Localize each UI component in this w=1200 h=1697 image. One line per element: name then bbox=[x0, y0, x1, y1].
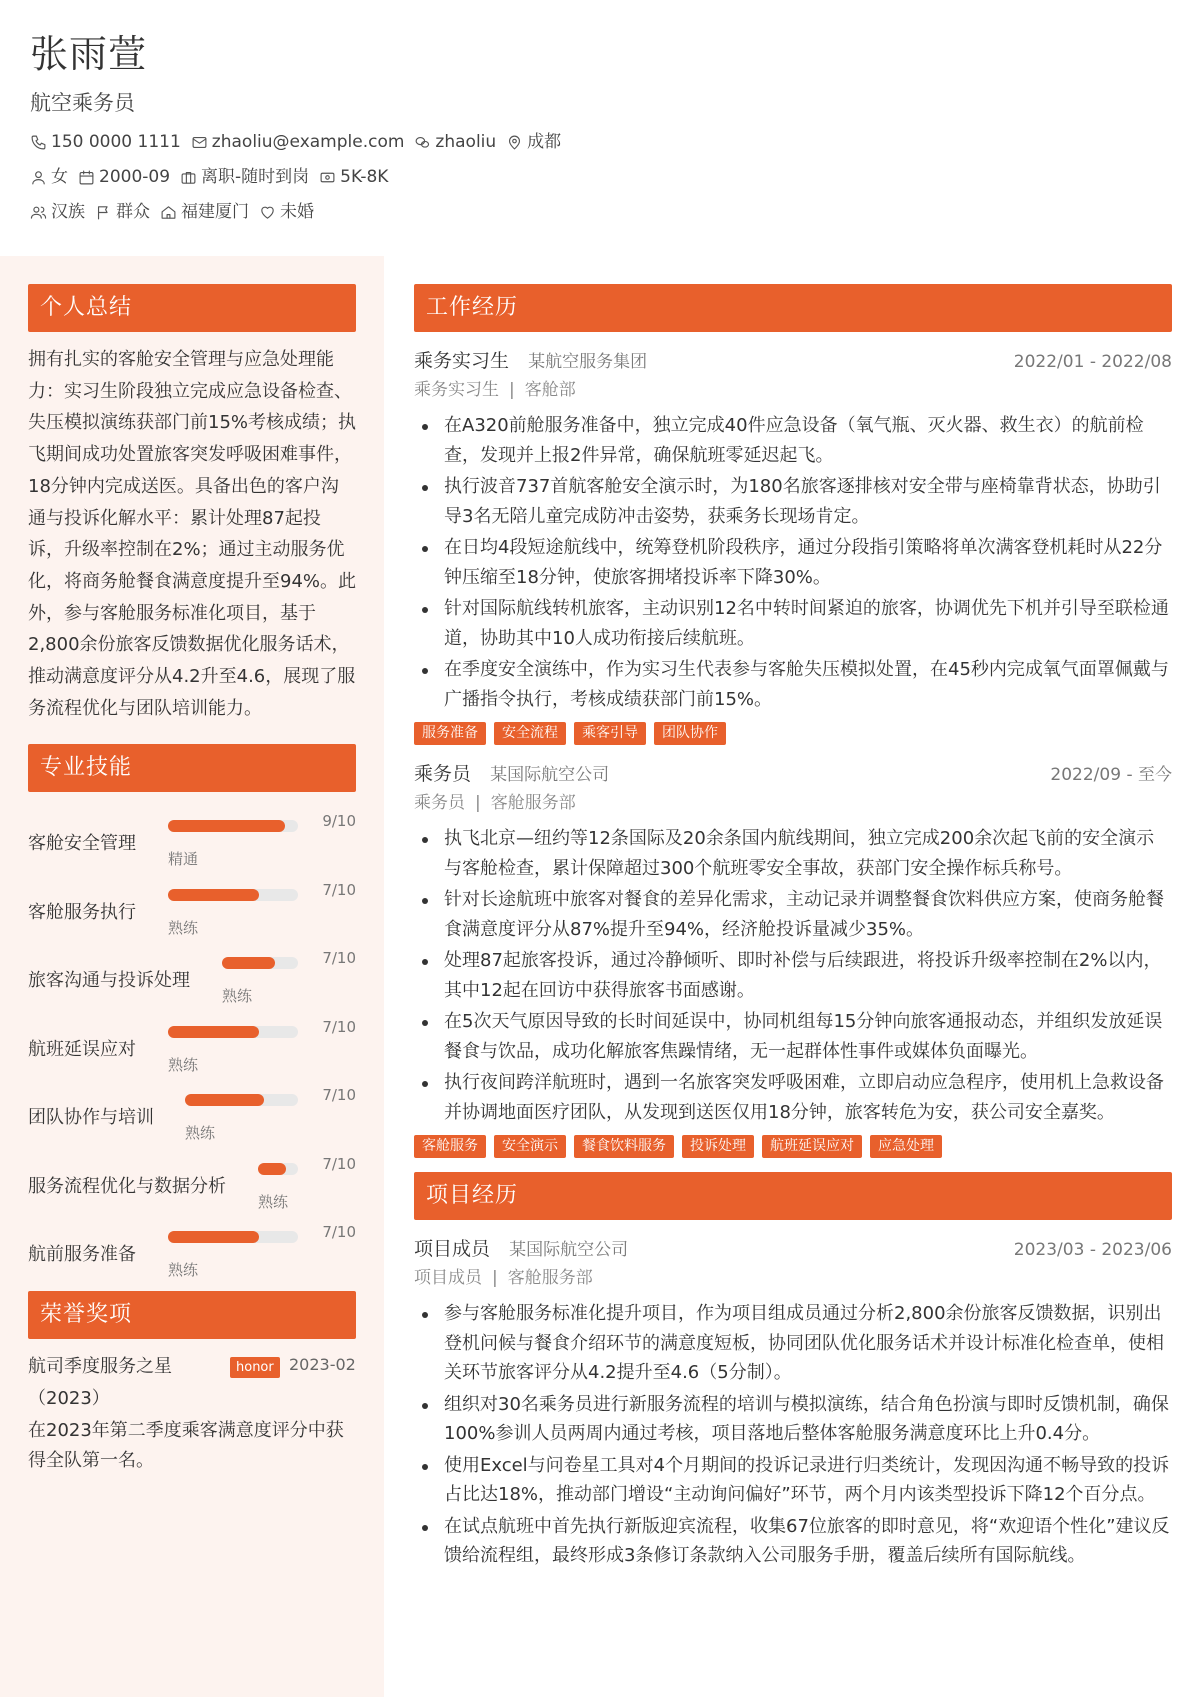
skill-item bbox=[28, 1076, 356, 1145]
marital-text: 未婚 bbox=[280, 202, 314, 222]
job-tags bbox=[414, 722, 1172, 745]
ethnicity-text: 汉族 bbox=[51, 202, 85, 222]
birth-text: 2000-09 bbox=[99, 167, 171, 187]
skill-tag: 服务准备 bbox=[414, 722, 486, 745]
city-text: 成都 bbox=[527, 132, 562, 152]
contact-row bbox=[30, 130, 1170, 154]
job-position: 乘务员 bbox=[414, 763, 472, 785]
resume-header bbox=[0, 0, 1200, 256]
phone-text: 150 0000 1111 bbox=[51, 132, 181, 152]
skill-tag: 安全流程 bbox=[494, 722, 566, 745]
candidate-name: 张雨萱 bbox=[30, 32, 148, 76]
skill-tag: 航班延误应对 bbox=[762, 1135, 862, 1158]
skill-tag: 团队协作 bbox=[654, 722, 726, 745]
salary-text: 5K-8K bbox=[340, 167, 389, 187]
sidebar bbox=[0, 256, 384, 1697]
skill-item bbox=[28, 1008, 356, 1077]
work-heading: 工作经历 bbox=[414, 284, 1172, 332]
background-row bbox=[30, 200, 1170, 224]
job-role: 乘务实习生 bbox=[414, 380, 499, 400]
skill-fill bbox=[168, 1231, 259, 1243]
skill-level: 熟练 bbox=[168, 1055, 199, 1074]
skill-score: 7/10 bbox=[322, 949, 356, 968]
skill-track bbox=[222, 957, 298, 969]
honors-heading: 荣誉奖项 bbox=[28, 1291, 356, 1339]
project-entry bbox=[414, 1234, 1172, 1571]
money-icon bbox=[319, 169, 336, 186]
skill-track bbox=[168, 820, 298, 832]
project-header bbox=[414, 1234, 1172, 1262]
separator: | bbox=[509, 380, 515, 400]
skill-tag: 安全演示 bbox=[494, 1135, 566, 1158]
skill-score: 7/10 bbox=[322, 880, 356, 899]
wechat-icon bbox=[414, 134, 431, 151]
job-tags bbox=[414, 1135, 1172, 1158]
hometown-text: 福建厦门 bbox=[181, 202, 249, 222]
skill-name: 航班延误应对 bbox=[28, 1038, 136, 1060]
email-text: zhaoliu@example.com bbox=[211, 132, 405, 152]
briefcase-icon bbox=[180, 169, 197, 186]
skill-score: 7/10 bbox=[322, 1154, 356, 1173]
skill-tag: 应急处理 bbox=[870, 1135, 942, 1158]
skill-level: 熟练 bbox=[168, 918, 199, 937]
bullet-item: 在5次天气原因导致的长时间延误中，协同机组每15分钟向旅客通报动态，并组织发放延误餐食与饮品，成功化解旅客焦躁情绪，无一起群体性事件或媒体负面曝光。 bbox=[414, 1007, 1172, 1066]
honor-item bbox=[28, 1351, 356, 1415]
gender-item bbox=[30, 165, 68, 189]
main-content bbox=[414, 256, 1172, 1573]
skill-track bbox=[168, 889, 298, 901]
skill-fill bbox=[185, 1094, 264, 1106]
bullet-item: 针对国际航线转机旅客，主动识别12名中转时间紧迫的旅客，协调优先下机并引导至联检通道，协助其中10人成功衔接后续航班。 bbox=[414, 594, 1172, 653]
job-header bbox=[414, 346, 1172, 374]
skill-score: 7/10 bbox=[322, 1017, 356, 1036]
city-item bbox=[506, 130, 561, 154]
hometown-item bbox=[160, 200, 249, 224]
marital-item bbox=[259, 200, 314, 224]
skill-item bbox=[28, 871, 356, 940]
bullet-item: 在日均4段短途航线中，统筹登机阶段秩序，通过分段指引策略将单次满客登机耗时从22分钟压缩至18分钟，使旅客拥堵投诉率下降30%。 bbox=[414, 533, 1172, 592]
skills-heading: 专业技能 bbox=[28, 744, 356, 792]
skill-track bbox=[185, 1094, 298, 1106]
skill-fill bbox=[222, 957, 275, 969]
job-subline bbox=[414, 790, 1172, 816]
flag-icon bbox=[95, 204, 112, 221]
skill-item bbox=[28, 802, 356, 871]
skill-level: 熟练 bbox=[222, 987, 253, 1006]
skill-fill bbox=[168, 1026, 259, 1038]
skill-score: 9/10 bbox=[322, 812, 356, 831]
honor-date: 2023-02 bbox=[289, 1354, 356, 1374]
skill-tag: 餐食饮料服务 bbox=[574, 1135, 674, 1158]
honor-name: 航司季度服务之星（2023） bbox=[28, 1355, 172, 1409]
project-company: 某国际航空公司 bbox=[509, 1240, 629, 1260]
project-position: 项目成员 bbox=[414, 1238, 491, 1260]
bullet-item: 在季度安全演练中，作为实习生代表参与客舱失压模拟处置，在45秒内完成氧气面罩佩戴与广播指令执行，考核成绩获部门前15%。 bbox=[414, 655, 1172, 714]
bullet-item: 组织对30名乘务员进行新服务流程的培训与模拟演练，结合角色扮演与即时反馈机制，确保100%参训人员两周内通过考核，项目落地后整体客舱服务满意度环比上升0.4分。 bbox=[414, 1390, 1172, 1449]
bullet-item: 执飞北京—纽约等12条国际及20余条国内航线期间，独立完成200余次起飞前的安全演示与客舱检查，累计保障超过300个航班零安全事故，获部门安全操作标兵称号。 bbox=[414, 824, 1172, 883]
location-pin-icon bbox=[506, 134, 523, 151]
bullet-item: 参与客舱服务标准化提升项目，作为项目组成员通过分析2,800余份旅客反馈数据，识别出登机问候与餐食介绍环节的满意度短板，协同团队优化服务话术并设计标准化检查单，使相关环节旅客评分从4.2提升至4.6（5分制）。 bbox=[414, 1299, 1172, 1388]
bullet-item: 在A320前舱服务准备中，独立完成40件应急设备（氧气瓶、灭火器、救生衣）的航前检查，发现并上报2件异常，确保航班零延迟起飞。 bbox=[414, 411, 1172, 470]
separator: | bbox=[492, 1268, 498, 1288]
skill-track bbox=[258, 1163, 298, 1175]
skill-name: 团队协作与培训 bbox=[28, 1107, 154, 1129]
people-icon bbox=[30, 204, 47, 221]
phone-icon bbox=[30, 134, 47, 151]
skill-track bbox=[168, 1026, 298, 1038]
skill-score: 7/10 bbox=[322, 1223, 356, 1242]
heart-icon bbox=[259, 204, 276, 221]
project-bullets bbox=[414, 1299, 1172, 1571]
skill-level: 精通 bbox=[168, 850, 199, 869]
skill-level: 熟练 bbox=[185, 1124, 216, 1143]
job-subline bbox=[414, 377, 1172, 403]
job-bullets bbox=[414, 824, 1172, 1127]
projects-heading: 项目经历 bbox=[414, 1172, 1172, 1220]
separator: | bbox=[475, 793, 481, 813]
ethnicity-item bbox=[30, 200, 85, 224]
person-icon bbox=[30, 169, 47, 186]
job-entry bbox=[414, 346, 1172, 745]
job-role: 乘务员 bbox=[414, 793, 465, 813]
job-header bbox=[414, 759, 1172, 787]
bullet-item: 执行波音737首航客舱安全演示时，为180名旅客逐排核对安全带与座椅靠背状态，协助引导3名无陪儿童完成防冲击姿势，获乘务长现场肯定。 bbox=[414, 472, 1172, 531]
mail-icon bbox=[191, 134, 208, 151]
project-role: 项目成员 bbox=[414, 1268, 482, 1288]
status-text: 离职-随时到岗 bbox=[201, 167, 310, 187]
politics-text: 群众 bbox=[116, 202, 150, 222]
job-company: 某国际航空公司 bbox=[490, 765, 610, 785]
skill-name: 客舱安全管理 bbox=[28, 833, 136, 855]
home-icon bbox=[160, 204, 177, 221]
birth-item bbox=[78, 165, 170, 189]
skill-item bbox=[28, 939, 356, 1008]
wechat-item bbox=[414, 130, 496, 154]
skill-fill bbox=[258, 1163, 286, 1175]
job-date: 2022/09 - 至今 bbox=[1050, 765, 1172, 785]
job-dept: 客舱部 bbox=[524, 380, 576, 400]
skill-track bbox=[168, 1231, 298, 1243]
project-date: 2023/03 - 2023/06 bbox=[1013, 1240, 1172, 1260]
skill-level: 熟练 bbox=[258, 1192, 289, 1211]
project-subline bbox=[414, 1265, 1172, 1291]
skill-name: 航前服务准备 bbox=[28, 1244, 136, 1266]
skill-tag: 客舱服务 bbox=[414, 1135, 486, 1158]
honor-badge: honor bbox=[230, 1357, 280, 1378]
skills-list bbox=[28, 802, 356, 1282]
politics-item bbox=[95, 200, 150, 224]
skill-name: 服务流程优化与数据分析 bbox=[28, 1175, 226, 1197]
wechat-text: zhaoliu bbox=[435, 132, 497, 152]
bullet-item: 在试点航班中首先执行新版迎宾流程，收集67位旅客的即时意见，将“欢迎语个性化”建议反馈给流程组，最终形成3条修订条款纳入公司服务手册，覆盖后续所有国际航线。 bbox=[414, 1512, 1172, 1571]
skill-fill bbox=[168, 889, 259, 901]
honor-description: 在2023年第二季度乘客满意度评分中获得全队第一名。 bbox=[28, 1419, 344, 1471]
job-title: 航空乘务员 bbox=[30, 91, 135, 115]
summary-text: 拥有扎实的客舱安全管理与应急处理能力：实习生阶段独立完成应急设备检查、失压模拟演练获部门前15%考核成绩；执飞期间成功处置旅客突发呼吸困难事件，18分钟内完成送医。具备出色的客户沟通与投诉化解水平：累计处理87起投诉，升级率控制在2%；通过主动服务优化，将商务舱餐食满意度提升至94%。此外，参与客舱服务标准化项目，基于2,800余份旅客反馈数据优化服务话术，推动满意度评分从4.2升至4.6，展现了服务流程优化与团队培训能力。 bbox=[28, 349, 357, 719]
skill-tag: 乘客引导 bbox=[574, 722, 646, 745]
gender-text: 女 bbox=[51, 167, 68, 187]
skill-item bbox=[28, 1213, 356, 1282]
email-item bbox=[191, 130, 405, 154]
status-item bbox=[180, 165, 309, 189]
summary-heading: 个人总结 bbox=[28, 284, 356, 332]
phone-item bbox=[30, 130, 181, 154]
bullet-item: 针对长途航班中旅客对餐食的差异化需求，主动记录并调整餐食饮料供应方案，使商务舱餐食满意度评分从87%提升至94%，经济舱投诉量减少35%。 bbox=[414, 885, 1172, 944]
bullet-item: 使用Excel与问卷星工具对4个月期间的投诉记录进行归类统计，发现因沟通不畅导致的投诉占比达18%，推动部门增设“主动询问偏好”环节，两个月内该类型投诉下降12个百分点。 bbox=[414, 1451, 1172, 1510]
skill-fill bbox=[168, 820, 285, 832]
job-entry bbox=[414, 759, 1172, 1158]
job-company: 某航空服务集团 bbox=[528, 352, 648, 372]
job-bullets bbox=[414, 411, 1172, 714]
job-position: 乘务实习生 bbox=[414, 350, 510, 372]
skill-tag: 投诉处理 bbox=[682, 1135, 754, 1158]
job-date: 2022/01 - 2022/08 bbox=[1013, 352, 1172, 372]
skill-name: 客舱服务执行 bbox=[28, 901, 136, 923]
skill-item bbox=[28, 1145, 356, 1214]
skill-level: 熟练 bbox=[168, 1261, 199, 1280]
skill-score: 7/10 bbox=[322, 1086, 356, 1105]
job-dept: 客舱服务部 bbox=[490, 793, 576, 813]
skill-name: 旅客沟通与投诉处理 bbox=[28, 970, 190, 992]
project-dept: 客舱服务部 bbox=[507, 1268, 593, 1288]
calendar-icon bbox=[78, 169, 95, 186]
salary-item bbox=[319, 165, 388, 189]
bullet-item: 处理87起旅客投诉，通过冷静倾听、即时补偿与后续跟进，将投诉升级率控制在2%以内，其中12起在回访中获得旅客书面感谢。 bbox=[414, 946, 1172, 1005]
bullet-item: 执行夜间跨洋航班时，遇到一名旅客突发呼吸困难，立即启动应急程序，使用机上急救设备并协调地面医疗团队，从发现到送医仅用18分钟，旅客转危为安，获公司安全嘉奖。 bbox=[414, 1068, 1172, 1127]
personal-row bbox=[30, 165, 1170, 189]
